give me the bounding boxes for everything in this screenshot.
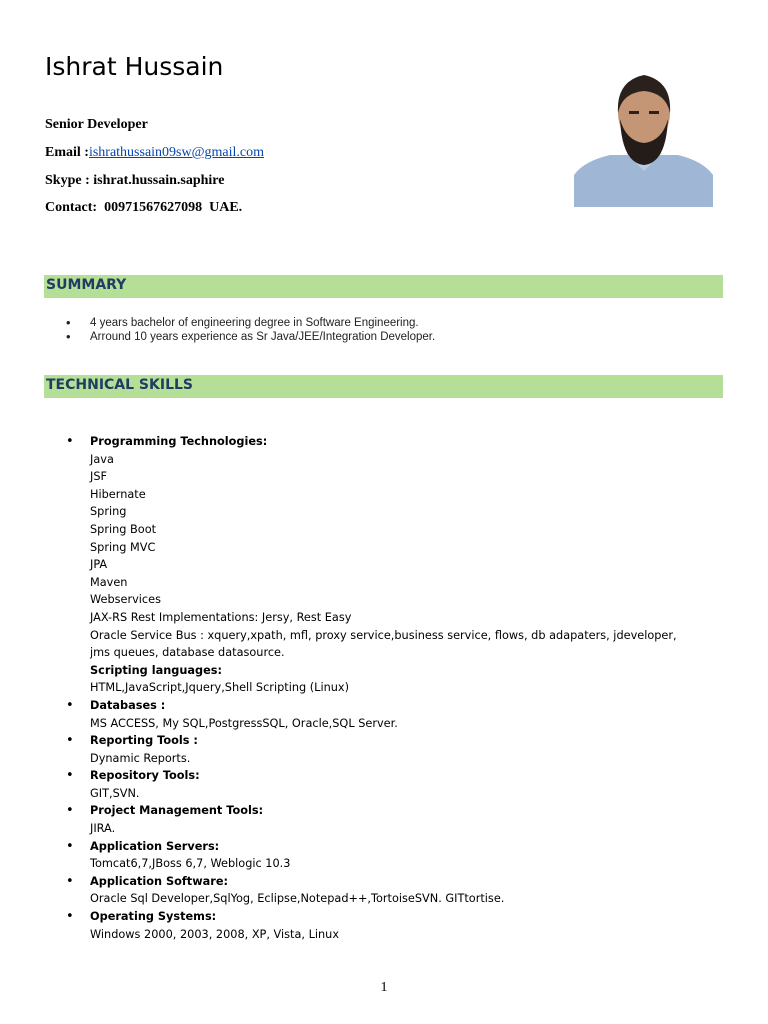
skills-list	[66, 433, 690, 943]
skill-group-repository-tools	[66, 767, 690, 802]
email-line	[45, 145, 264, 161]
contact-line: Contact: 00971567627098 UAE.	[45, 200, 243, 215]
scripting-heading: Scripting languages:	[90, 663, 222, 677]
profile-photo	[574, 67, 713, 207]
job-title: Senior Developer	[45, 117, 148, 132]
scripting-value: HTML,JavaScript,Jquery,Shell Scripting (Linux)	[90, 681, 350, 695]
candidate-name: Ishrat Hussain	[45, 52, 224, 81]
skill-group-value: JIRA.	[90, 822, 116, 836]
skill-group-heading: • Project Management Tools:	[90, 804, 264, 818]
email-link[interactable]: ishrathussain09sw@gmail.com	[88, 145, 264, 160]
skill-group-application-servers	[66, 838, 690, 873]
skill-group-heading: • Programming Technologies:	[90, 435, 268, 448]
skill-group-heading: • Databases :	[90, 698, 166, 712]
skill-group-heading: • Application Servers:	[90, 839, 220, 853]
skill-group-heading: • Reporting Tools :	[90, 734, 198, 748]
email-label: Email :	[45, 145, 89, 160]
skill-group-value: Oracle Sql Developer,SqlYog, Eclipse,Notepad++,TortoiseSVN. GITtortise.	[90, 892, 505, 906]
skill-group-value: Dynamic Reports.	[90, 751, 191, 765]
skill-item: Java	[90, 452, 114, 466]
skill-group-reporting-tools	[66, 732, 690, 767]
skill-item: Spring MVC	[90, 540, 156, 554]
technical-skills-header	[44, 375, 723, 398]
summary-header	[44, 275, 723, 298]
summary-item: • Arround 10 years experience as Sr Java/JEE/Integration Developer.	[66, 330, 435, 344]
skill-item: Spring	[90, 505, 127, 519]
technical-skills-heading: TECHNICAL SKILLS	[46, 377, 193, 393]
summary-list	[66, 316, 435, 344]
skill-group-databases	[66, 697, 690, 732]
skill-group-value: Tomcat6,7,JBoss 6,7, Weblogic 10.3	[90, 857, 291, 871]
skill-item: Webservices	[90, 593, 161, 607]
skill-item: JAX-RS Rest Implementations: Jersy, Rest Easy	[90, 610, 352, 624]
skill-group-heading: • Application Software:	[90, 874, 229, 888]
skill-group-value: MS ACCESS, My SQL,PostgressSQL, Oracle,SQL Server.	[90, 716, 398, 730]
skype-line: Skype : ishrat.hussain.saphire	[45, 173, 225, 188]
skill-item: Oracle Service Bus : xquery,xpath, mfl, proxy service,business service, flows, db adapaters, jdeveloper, jms queues, database datasource.	[90, 628, 677, 660]
skill-item: JSF	[90, 470, 108, 484]
skill-item: Spring Boot	[90, 522, 157, 536]
page-number: 1	[380, 980, 388, 995]
summary-item: • 4 years bachelor of engineering degree in Software Engineering.	[66, 316, 435, 330]
skill-group-project-management	[66, 802, 690, 837]
skill-group-value: GIT,SVN.	[90, 786, 140, 800]
skill-item: Maven	[90, 575, 128, 589]
skill-item: JPA	[90, 558, 108, 572]
skill-item: Hibernate	[90, 487, 146, 501]
skill-group-value: Windows 2000, 2003, 2008, XP, Vista, Linux	[90, 927, 340, 941]
skill-group-application-software	[66, 873, 690, 908]
skill-group-programming	[66, 433, 690, 697]
skill-group-heading: • Repository Tools:	[90, 769, 200, 783]
summary-heading: SUMMARY	[46, 277, 127, 293]
skill-group-operating-systems	[66, 908, 690, 943]
skill-group-heading: • Operating Systems:	[90, 910, 217, 924]
